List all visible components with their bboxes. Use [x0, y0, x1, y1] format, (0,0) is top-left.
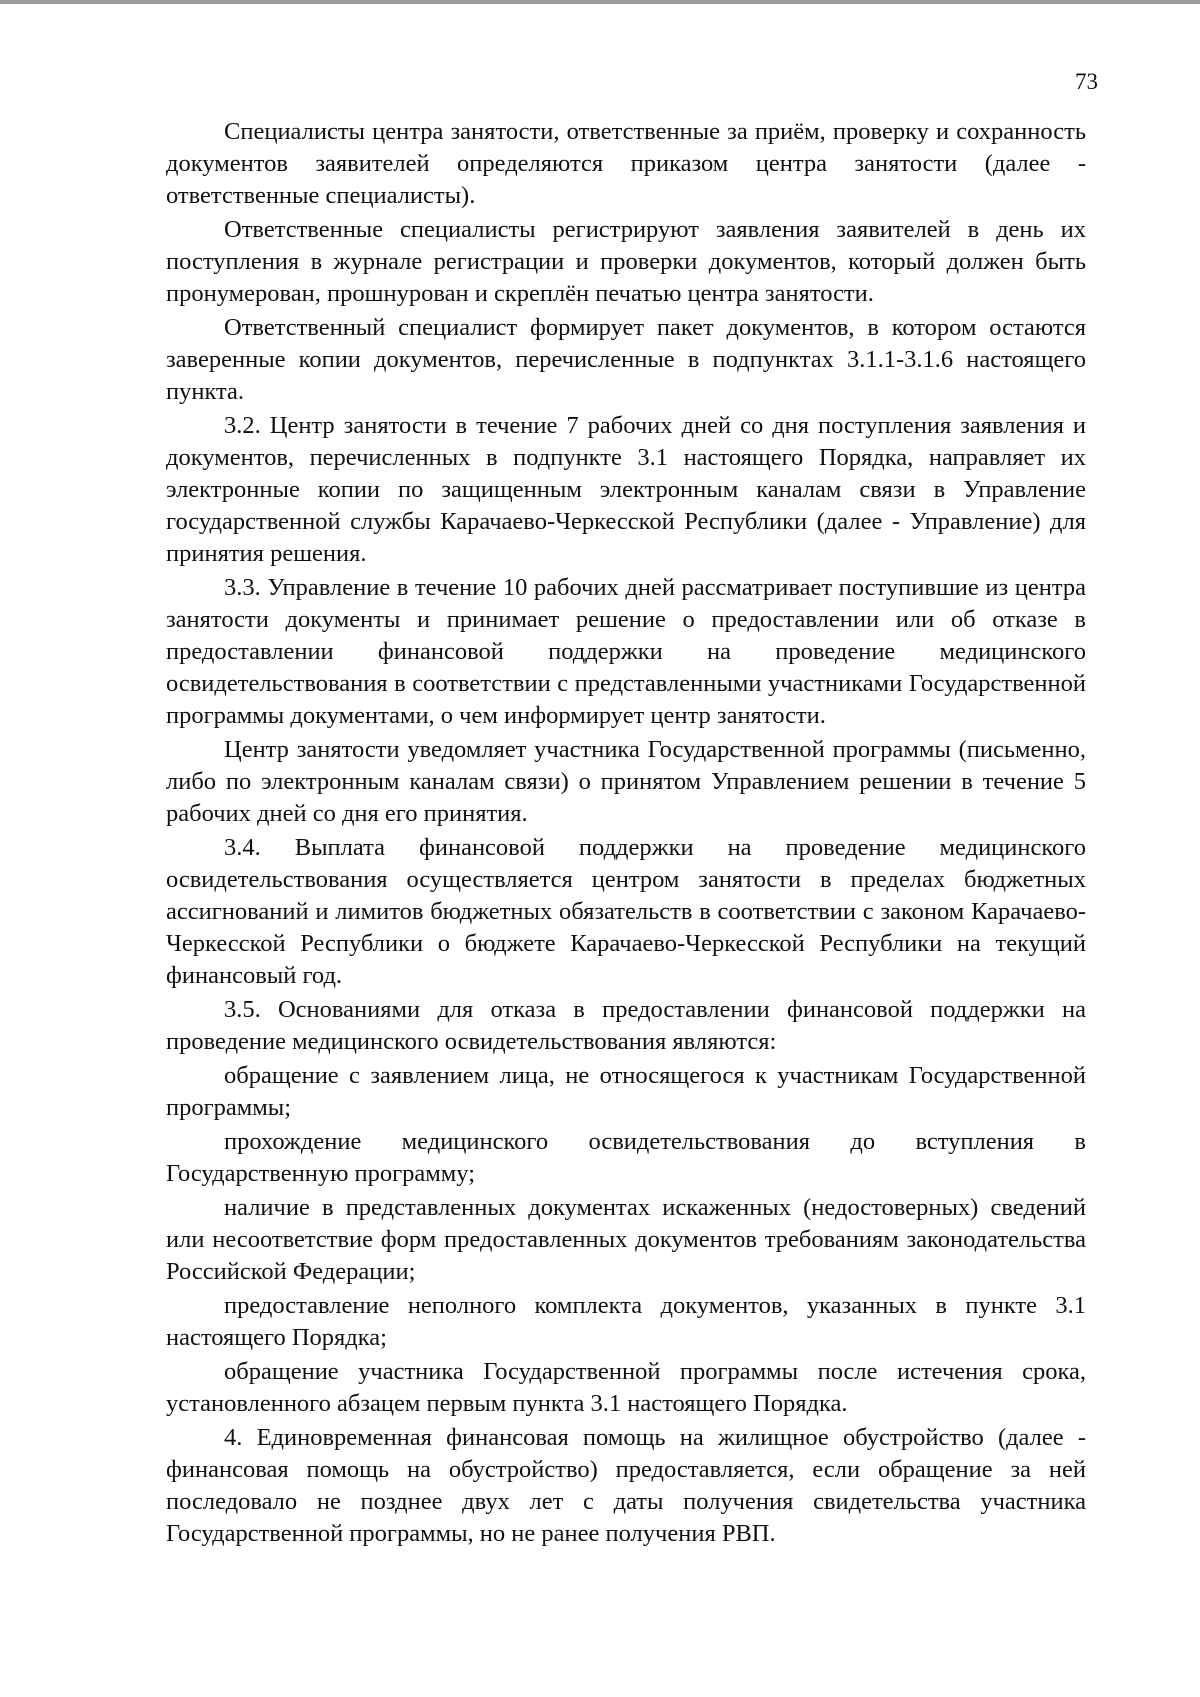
list-item-refusal-5: обращение участника Государственной программы после истечения срока, установленного абзацем первым пункта 3.1 настоящего Порядка.: [166, 1358, 1086, 1417]
scan-top-edge: [0, 0, 1200, 4]
list-item-refusal-3: наличие в представленных документах искаженных (недостоверных) сведений или несоответствие форм предоставленных документов требованиям законодательства Российской Федерации;: [166, 1194, 1086, 1285]
list-item-refusal-2: прохождение медицинского освидетельствования до вступления в Государственную программу;: [166, 1128, 1086, 1187]
list-item-refusal-1: обращение с заявлением лица, не относящегося к участникам Государственной программы;: [166, 1062, 1086, 1121]
paragraph-3-2: 3.2. Центр занятости в течение 7 рабочих дней со дня поступления заявления и документов, перечисленных в подпункте 3.1 настоящего Порядка, направляет их электронные копии по защищенным электронным каналам связи в Управление государственной службы Карачаево-Черкесской Республики (далее - Управление) для принятия решения.: [166, 412, 1086, 567]
document-body: [166, 116, 1086, 1552]
paragraph-3-5: 3.5. Основаниями для отказа в предоставлении финансовой поддержки на проведение медицинского освидетельствования являются:: [166, 996, 1086, 1055]
paragraph-4: 4. Единовременная финансовая помощь на жилищное обустройство (далее - финансовая помощь на обустройство) предоставляется, если обращение за ней последовало не позднее двух лет с даты получения свидетельства участника Государственной программы, но не ранее получения РВП.: [166, 1424, 1086, 1547]
list-item-refusal-4: предоставление неполного комплекта документов, указанных в пункте 3.1 настоящего Порядка;: [166, 1292, 1086, 1351]
paragraph-notification: Центр занятости уведомляет участника Государственной программы (письменно, либо по электронным каналам связи) о принятом Управлением решении в течение 5 рабочих дней со дня его принятия.: [166, 736, 1086, 827]
paragraph-document-package: Ответственный специалист формирует пакет документов, в котором остаются заверенные копии документов, перечисленные в подпунктах 3.1.1-3.1.6 настоящего пункта.: [166, 314, 1086, 405]
page-number: 73: [1075, 69, 1098, 94]
paragraph-3-4: 3.4. Выплата финансовой поддержки на проведение медицинского освидетельствования осуществляется центром занятости в пределах бюджетных ассигнований и лимитов бюджетных обязательств в соответствии с законом Карачаево-Черкесской Республики о бюджете Карачаево-Черкесской Республики на текущий финансовый год.: [166, 834, 1086, 989]
paragraph-registration: Ответственные специалисты регистрируют заявления заявителей в день их поступления в журнале регистрации и проверки документов, который должен быть пронумерован, прошнурован и скреплён печатью центра занятости.: [166, 216, 1086, 307]
paragraph-responsible-specialists: Специалисты центра занятости, ответственные за приём, проверку и сохранность документов заявителей определяются приказом центра занятости (далее - ответственные специалисты).: [166, 118, 1086, 209]
paragraph-3-3: 3.3. Управление в течение 10 рабочих дней рассматривает поступившие из центра занятости документы и принимает решение о предоставлении или об отказе в предоставлении финансовой поддержки на проведение медицинского освидетельствования в соответствии с представленными участниками Государственной программы документами, о чем информирует центр занятости.: [166, 574, 1086, 729]
